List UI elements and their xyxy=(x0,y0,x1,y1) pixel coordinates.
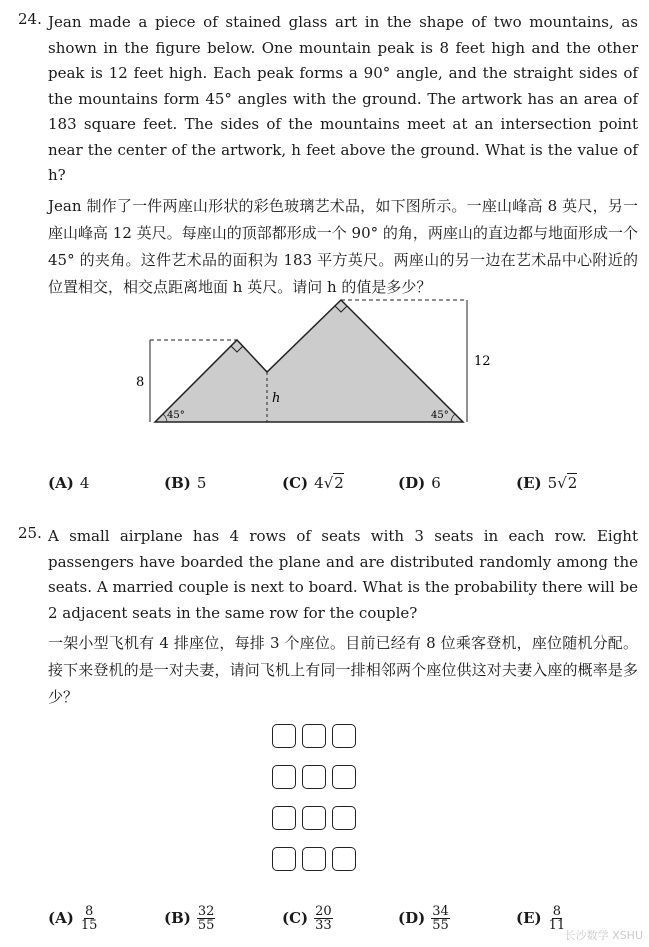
label-8: 8 xyxy=(136,375,145,390)
mountain-shape xyxy=(155,300,463,422)
seat xyxy=(272,806,296,830)
choice-b[interactable]: (B) $\frac{32}{55}$ xyxy=(164,904,215,933)
choice-c[interactable]: (C) 4√2 xyxy=(282,474,344,492)
angle-left-label: 45° xyxy=(167,410,185,421)
problem-text-zh: Jean 制作了一件两座山形状的彩色玻璃艺术品，如下图所示。一座山峰高 8 英尺，另一座山峰高 12 英尺。每座山的顶部都形成一个 90° 的角，两座山的直边都与地面形成一个 45° 的夹角。这件艺术品的面积为 183 平方英尺。两座山的另一边在艺术品中心附近的位置相交，相交点距离地面 h 英尺。请问 h 的值是多少？ xyxy=(48,196,638,296)
choice-a[interactable]: (A) $\frac{8}{15}$ xyxy=(48,904,98,933)
seat xyxy=(302,806,326,830)
seat-grid xyxy=(272,724,362,872)
problem-24 xyxy=(18,10,638,301)
choice-b[interactable]: (B) 5 xyxy=(164,474,207,492)
label-h: h xyxy=(272,391,281,406)
seat xyxy=(332,847,356,871)
choice-a[interactable]: (A) 4 xyxy=(48,474,90,492)
seat xyxy=(272,847,296,871)
choice-e[interactable]: (E) $\frac{8}{11}$ xyxy=(516,904,566,933)
choice-e[interactable]: (E) 5√2 xyxy=(516,474,578,492)
label-12: 12 xyxy=(474,354,491,369)
seat xyxy=(302,847,326,871)
choice-d[interactable]: (D) $\frac{34}{55}$ xyxy=(398,904,449,933)
seat xyxy=(272,724,296,748)
angle-right-label: 45° xyxy=(431,410,449,421)
problem-number: 24. xyxy=(18,10,42,28)
seat xyxy=(332,724,356,748)
seat xyxy=(272,765,296,789)
problem-text-en: A small airplane has 4 rows of seats with 3 seats in each row. Eight passengers have boarded the plane and are distributed randomly among the seats. A married couple is next to board. What is the probability there will be 2 adjacent seats in the same row for the couple? xyxy=(48,527,638,622)
choice-d[interactable]: (D) 6 xyxy=(398,474,441,492)
problem-number: 25. xyxy=(18,524,42,542)
seat xyxy=(332,765,356,789)
problem-text-en: Jean made a piece of stained glass art in the shape of two mountains, as shown in the figure below. One mountain peak is 8 feet high and the other peak is 12 feet high. Each peak forms a 90° angle, and the straight sides of the mountains form 45° angles with the ground. The artwork has an area of 183 square feet. The sides of the mountains meet at an intersection point near the center of the artwork, h feet above the ground. What is the value of h? xyxy=(48,13,638,184)
mountain-figure xyxy=(130,292,500,432)
problem-25 xyxy=(18,524,638,711)
choice-c[interactable]: (C) $\frac{20}{33}$ xyxy=(282,904,332,933)
seat xyxy=(332,806,356,830)
seat xyxy=(302,765,326,789)
problem-text-zh: 一架小型飞机有 4 排座位，每排 3 个座位。目前已经有 8 位乘客登机，座位随机分配。接下来登机的是一对夫妻，请问飞机上有同一排相邻两个座位供这对夫妻入座的概率是多少？ xyxy=(48,634,638,706)
watermark: 长沙数学 XSHU xyxy=(564,929,643,942)
seat xyxy=(302,724,326,748)
